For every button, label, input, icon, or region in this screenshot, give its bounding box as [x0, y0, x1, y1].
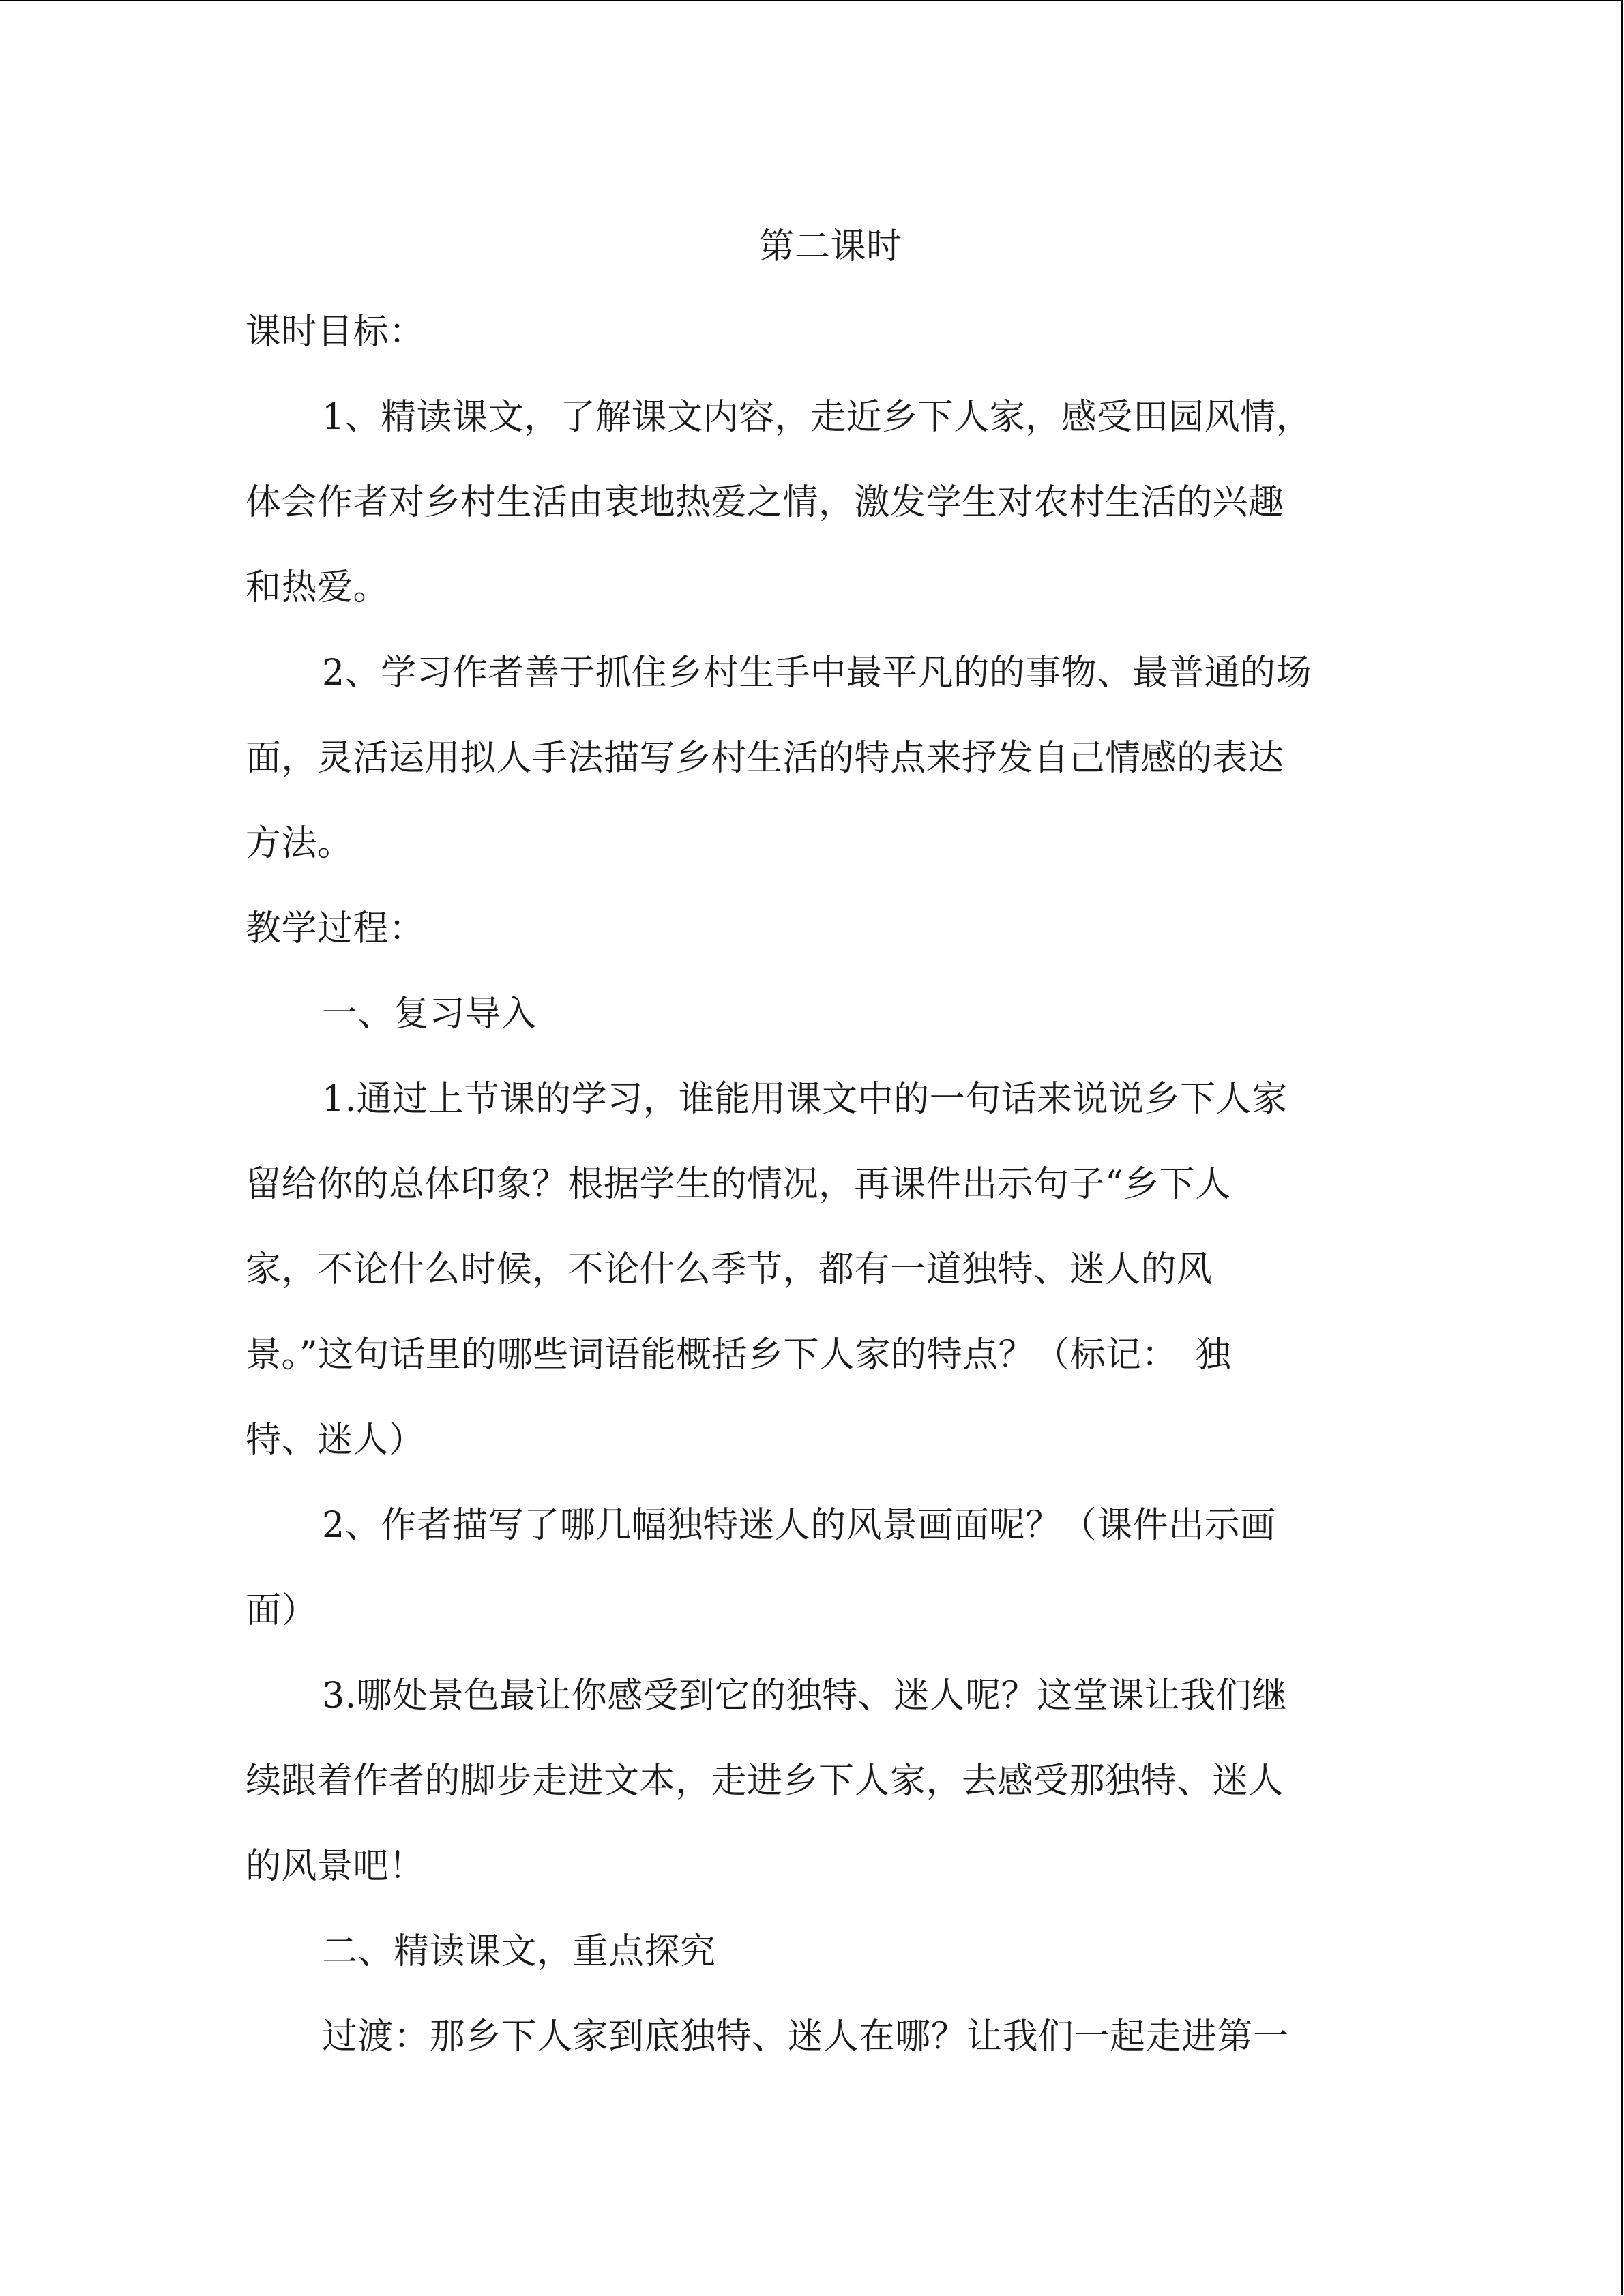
goal-2-line-3: 方法。 [246, 823, 353, 864]
goal-1-line-3: 和热爱。 [246, 567, 389, 608]
item-2-line-1: 2、作者描写了哪几幅独特迷人的风景画面呢？（课件出示画 [322, 1505, 1276, 1546]
section-1-heading: 一、复习导入 [322, 994, 537, 1034]
item-1-line-1: 1.通过上节课的学习，谁能用课文中的一句话来说说乡下人家 [322, 1079, 1288, 1120]
item-3-line-3: 的风景吧！ [246, 1846, 425, 1887]
page-title: 第二课时 [758, 226, 902, 267]
item-1-line-4: 景。”这句话里的哪些词语能概括乡下人家的特点？（标记： 独 [246, 1335, 1232, 1375]
item-1-line-2: 留给你的总体印象？根据学生的情况，再课件出示句子“乡下人 [246, 1164, 1231, 1205]
process-heading: 教学过程： [246, 908, 425, 949]
item-2-line-2: 面） [246, 1590, 318, 1631]
item-1-line-3: 家，不论什么时候，不论什么季节，都有一道独特、迷人的风 [246, 1249, 1213, 1290]
section-2-heading: 二、精读课文，重点探究 [322, 1931, 716, 1972]
goal-1-line-1: 1、精读课文，了解课文内容，走近乡下人家，感受田园风情， [322, 397, 1312, 438]
goal-2-line-2: 面，灵活运用拟人手法描写乡村生活的特点来抒发自己情感的表达 [246, 738, 1284, 779]
item-3-line-2: 续跟着作者的脚步走进文本，走进乡下人家，去感受那独特、迷人 [246, 1761, 1284, 1802]
item-3-line-1: 3.哪处景色最让你感受到它的独特、迷人呢？这堂课让我们继 [322, 1675, 1288, 1716]
document-content [246, 205, 1378, 2080]
section-2-transition: 过渡：那乡下人家到底独特、迷人在哪？让我们一起走进第一 [322, 2016, 1289, 2057]
goals-heading: 课时目标： [246, 312, 425, 353]
goal-1-line-2: 体会作者对乡村生活由衷地热爱之情，激发学生对农村生活的兴趣 [246, 482, 1284, 523]
goal-2-line-1: 2、学习作者善于抓住乡村生手中最平凡的的事物、最普通的场 [322, 653, 1312, 694]
item-1-line-5: 特、迷人） [246, 1420, 425, 1461]
